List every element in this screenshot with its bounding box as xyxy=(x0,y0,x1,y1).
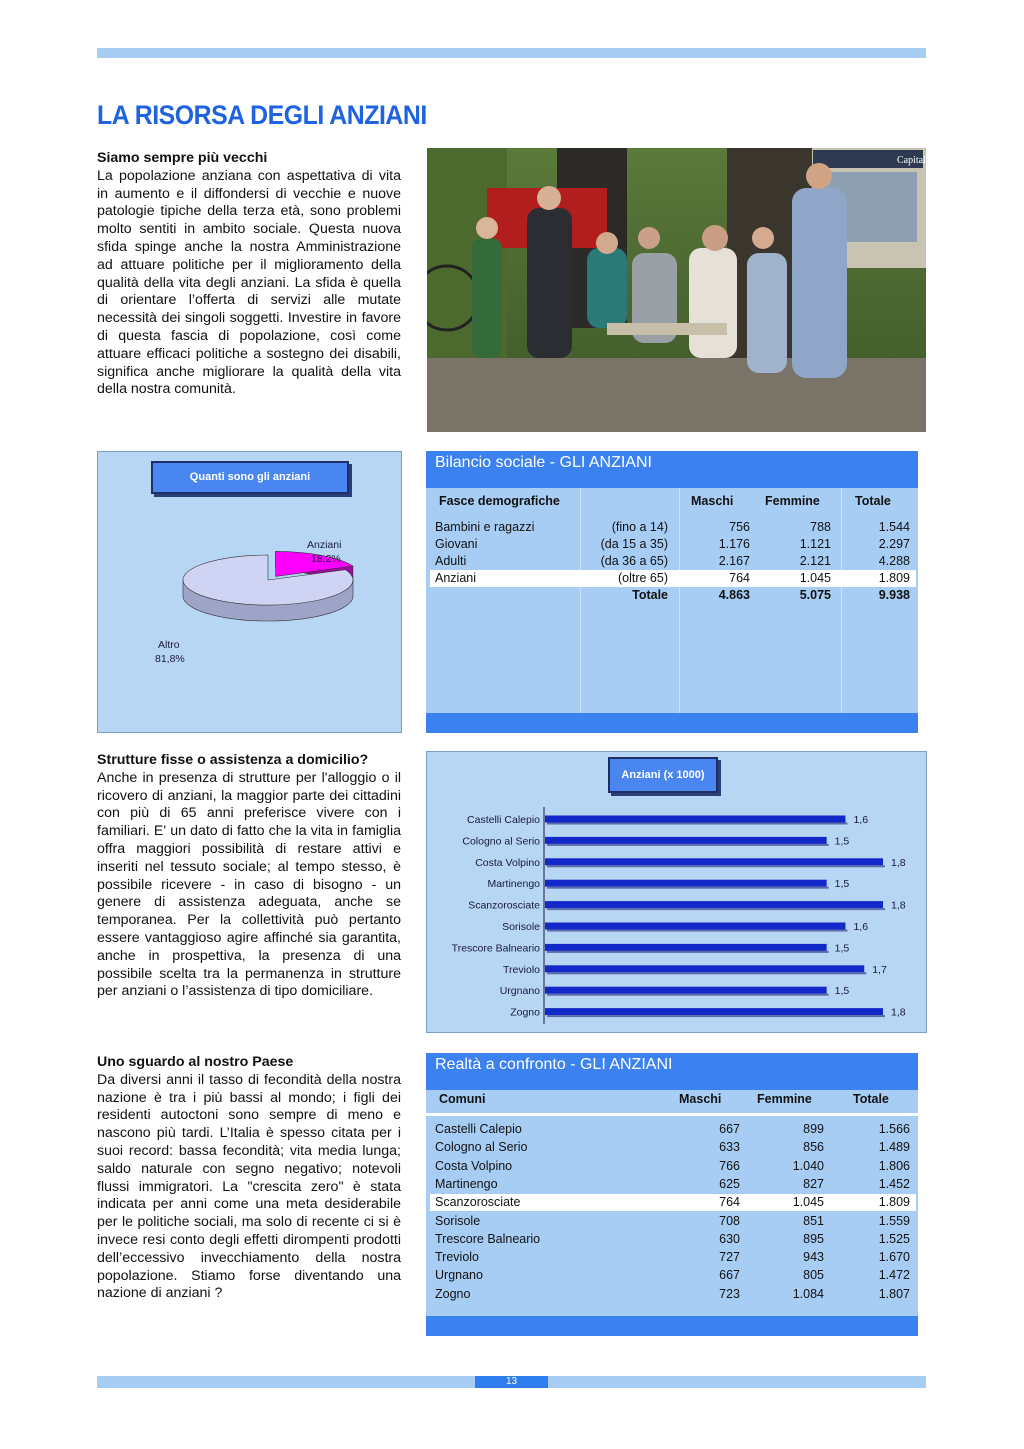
table-cell-comune: Treviolo xyxy=(435,1250,479,1265)
pie-label-anziani: Anziani xyxy=(307,539,342,551)
table-header-row xyxy=(426,488,918,515)
pie-pct-anziani: 18,2% xyxy=(311,553,341,565)
bar-zogno xyxy=(545,1008,883,1015)
table-row xyxy=(430,1267,916,1284)
bar-chart-svg xyxy=(427,752,926,1032)
section-intro xyxy=(97,150,401,399)
bar-castelli-calepio xyxy=(545,816,845,823)
table-cell-maschi: 667 xyxy=(719,1268,740,1283)
table-cell-maschi: 633 xyxy=(719,1140,740,1155)
table-cell-maschi: 630 xyxy=(719,1231,740,1246)
table-cell-femmine: 1.040 xyxy=(792,1158,824,1173)
bar-category-label: Martinengo xyxy=(487,878,540,891)
section-heading: Uno sguardo al nostro Paese xyxy=(97,1054,294,1070)
bar-shadow xyxy=(547,908,885,910)
bar-scanzorosciate xyxy=(545,901,883,908)
section-paese xyxy=(97,1054,401,1303)
table-title: Bilancio sociale - GLI ANZIANI xyxy=(426,451,918,488)
column-header: Totale xyxy=(855,494,891,508)
table-row xyxy=(430,1139,916,1156)
bar-value-label: 1,5 xyxy=(834,835,850,848)
pie-pct-altro: 81,8% xyxy=(155,653,185,665)
table-cell-femmine: 899 xyxy=(803,1122,824,1136)
pie-chart-panel xyxy=(97,451,402,733)
bar-shadow xyxy=(547,823,847,825)
bar-category-label: Sorisole xyxy=(502,921,540,933)
realta-confronto-table xyxy=(426,1053,918,1336)
table-row xyxy=(430,1176,916,1193)
table-cell-totale: 1.807 xyxy=(878,1286,910,1301)
table-row xyxy=(430,1194,916,1211)
bar-cologno-al-serio xyxy=(545,837,827,844)
bar-costa-volpino xyxy=(545,858,883,865)
bar-category-label: Castelli Calepio xyxy=(467,814,540,826)
table-cell-maschi: 727 xyxy=(719,1250,740,1265)
pie-chart-title: Quanti sono gli anziani xyxy=(151,461,349,494)
column-header: Totale xyxy=(853,1092,889,1106)
table-row-highlighted: Anziani (oltre 65) 764 1.045 1.809 xyxy=(430,570,916,587)
table-cell-maschi: 667 xyxy=(719,1122,740,1136)
bar-value-label: 1,5 xyxy=(834,985,850,998)
column-header: Maschi xyxy=(691,494,734,508)
table-cell-comune: Scanzorosciate xyxy=(435,1195,521,1210)
bar-shadow xyxy=(547,844,829,846)
table-row xyxy=(430,1286,916,1303)
table-cell-maschi: 625 xyxy=(719,1176,740,1191)
bilancio-sociale-table xyxy=(426,451,918,733)
table-cell-comune: Trescore Balneario xyxy=(435,1231,541,1246)
table-cell-comune: Costa Volpino xyxy=(435,1158,513,1173)
table-cell-comune: Zogno xyxy=(435,1286,471,1301)
section-body: La popolazione anziana con aspettativa di vita in aumento e il diffondersi di vecchie e nuove patologie tipiche della terza età, sono problemi molto sentiti in ambito sociale. Questa nuova sfida spinge anche la nostra Amministrazione ad attuare politiche per il miglioramento della qualità della vita degli anziani. La sfida è quella di orientare l’offerta di servizi alle mutate necessità dei singoli soggetti. Investire in favore di questa fascia di popolazione, così come attuare efficaci politiche a sostegno dei disabili, significa anche migliorare la qualità della vita della nostra comunità. xyxy=(97,167,401,398)
table-cell-maschi: 766 xyxy=(719,1158,740,1173)
table-cell-totale: 1.525 xyxy=(878,1231,910,1246)
table-footer-band xyxy=(426,713,918,733)
elderly-men-playing-cards-photo xyxy=(427,148,926,432)
bar-shadow xyxy=(547,951,829,953)
column-header: Femmine xyxy=(757,1092,812,1106)
top-decorative-bar xyxy=(97,48,926,58)
table-cell-totale: 1.566 xyxy=(878,1122,910,1136)
page-number: 13 xyxy=(475,1376,548,1388)
section-heading: Strutture fisse o assistenza a domicilio? xyxy=(97,752,369,768)
bar-chart-panel xyxy=(426,751,927,1033)
section-strutture xyxy=(97,752,401,1001)
pie-label-altro: Altro xyxy=(158,639,180,651)
table-cell-comune: Cologno al Serio xyxy=(435,1140,528,1155)
photo-sign-text: Capital xyxy=(897,155,926,166)
section-body: Da diversi anni il tasso di fecondità della nostra nazione è tra i più bassi al mondo; i figli dei residenti autoctoni sono sempre di meno e nascono più tardi. L’Italia è spesso citata per i suoi record: bassa fecondità; vita media lunga; saldo naturale con segno negativo; notevoli flussi immigratori. La "crescita zero" è stata indicata per anni come una meta desiderabile per le politiche sociali, ma solo di recente ci si è invece resi conto degli effetti dirompenti prodotti dell’eccessivo invecchiamento della nostra popolazione. Stiamo forse diventando una nazione di anziani ? xyxy=(97,1071,401,1302)
table-cell-totale: 1.559 xyxy=(878,1213,910,1228)
bar-value-label: 1,6 xyxy=(853,921,869,933)
bar-category-label: Costa Volpino xyxy=(475,856,540,869)
bar-shadow xyxy=(547,930,847,932)
bar-category-label: Scanzorosciate xyxy=(468,899,540,912)
table-cell-totale: 1.452 xyxy=(878,1176,910,1191)
bar-value-label: 1,8 xyxy=(891,899,906,912)
bar-chart-title: Anziani (x 1000) xyxy=(608,757,718,793)
bar-value-label: 1,7 xyxy=(872,963,887,976)
section-heading: Siamo sempre più vecchi xyxy=(97,150,268,166)
table-cell-comune: Martinengo xyxy=(435,1176,498,1191)
bar-category-label: Zogno xyxy=(510,1006,540,1019)
table-cell-maschi: 708 xyxy=(719,1213,740,1228)
table-row: Giovani (da 15 a 35) 1.176 1.121 2.297 xyxy=(435,537,910,551)
table-footer-band xyxy=(426,1316,918,1336)
column-header: Femmine xyxy=(765,494,820,508)
section-body: Anche in presenza di strutture per l'alloggio o il ricovero di anziani, la maggior parte dei cittadini con più di 65 anni preferisce vivere con i familiari. E' un dato di fatto che la vita in famiglia offra maggiori possibilità di restare attivi e inseriti nel tessuto sociale; al tempo stesso, è possibile ricevere - in caso di bisogno - un genere di assistenza adeguata, anche se temporanea. Per la collettività può pertanto essere vantaggioso agire affinché sia garantita, anche in prospettiva, la presenza di una possibile scelta tra la permanenza in strutture per anziani o l’assistenza di tipo domiciliare. xyxy=(97,769,401,1000)
bar-shadow xyxy=(547,994,829,996)
table-cell-comune: Sorisole xyxy=(435,1213,481,1228)
table-cell-comune: Urgnano xyxy=(435,1268,483,1283)
bar-category-label: Urgnano xyxy=(499,985,540,998)
table-cell-totale: 1.806 xyxy=(878,1158,910,1173)
table-cell-totale: 1.489 xyxy=(878,1140,910,1155)
bar-category-label: Cologno al Serio xyxy=(462,835,540,848)
bar-value-label: 1,5 xyxy=(834,878,850,891)
pie-chart-svg xyxy=(98,452,401,732)
table-row xyxy=(430,1121,916,1138)
table-cell-femmine: 1.045 xyxy=(792,1195,824,1210)
page-title: LA RISORSA DEGLI ANZIANI xyxy=(97,100,427,130)
table-cell-femmine: 805 xyxy=(803,1268,824,1283)
table-cell-femmine: 895 xyxy=(803,1231,824,1246)
table-cell-maschi: 723 xyxy=(719,1286,740,1301)
table-cell-femmine: 1.084 xyxy=(792,1286,824,1301)
table-row xyxy=(430,1249,916,1266)
table-row xyxy=(430,1213,916,1230)
table-row: Adulti (da 36 a 65) 2.167 2.121 4.288 xyxy=(435,554,910,568)
table-row xyxy=(430,1158,916,1175)
column-header: Maschi xyxy=(679,1092,722,1106)
table-title: Realtà a confronto - GLI ANZIANI xyxy=(426,1053,918,1090)
bar-category-label: Treviolo xyxy=(503,963,540,976)
table-cell-totale: 1.809 xyxy=(878,1195,910,1210)
table-row: Bambini e ragazzi (fino a 14) 756 788 1.544 xyxy=(435,520,910,534)
table-cell-femmine: 856 xyxy=(803,1140,824,1155)
bar-trescore-balneario xyxy=(545,944,827,951)
bar-sorisole xyxy=(545,923,845,930)
table-total-row: Totale 4.863 5.075 9.938 xyxy=(632,588,910,602)
bar-treviolo xyxy=(545,965,864,972)
bar-value-label: 1,5 xyxy=(834,942,850,955)
table-cell-femmine: 851 xyxy=(803,1213,824,1228)
table-cell-totale: 1.472 xyxy=(878,1268,910,1283)
table-cell-comune: Castelli Calepio xyxy=(435,1122,522,1136)
table-row xyxy=(430,1231,916,1248)
column-header: Comuni xyxy=(439,1092,486,1106)
bar-category-label: Trescore Balneario xyxy=(451,942,540,955)
bar-shadow xyxy=(547,865,885,867)
table-cell-maschi: 764 xyxy=(719,1195,740,1210)
bar-value-label: 1,6 xyxy=(853,814,869,826)
table-cell-femmine: 943 xyxy=(803,1250,824,1265)
bar-shadow xyxy=(547,1015,885,1017)
column-header: Fasce demografiche xyxy=(439,494,560,508)
bar-value-label: 1,8 xyxy=(891,1006,906,1019)
bar-shadow xyxy=(547,887,829,889)
bar-urgnano xyxy=(545,987,827,994)
table-cell-femmine: 827 xyxy=(803,1176,824,1191)
bar-martinengo xyxy=(545,880,827,887)
bar-value-label: 1,8 xyxy=(891,856,906,869)
bar-shadow xyxy=(547,972,866,974)
table-cell-totale: 1.670 xyxy=(878,1250,910,1265)
